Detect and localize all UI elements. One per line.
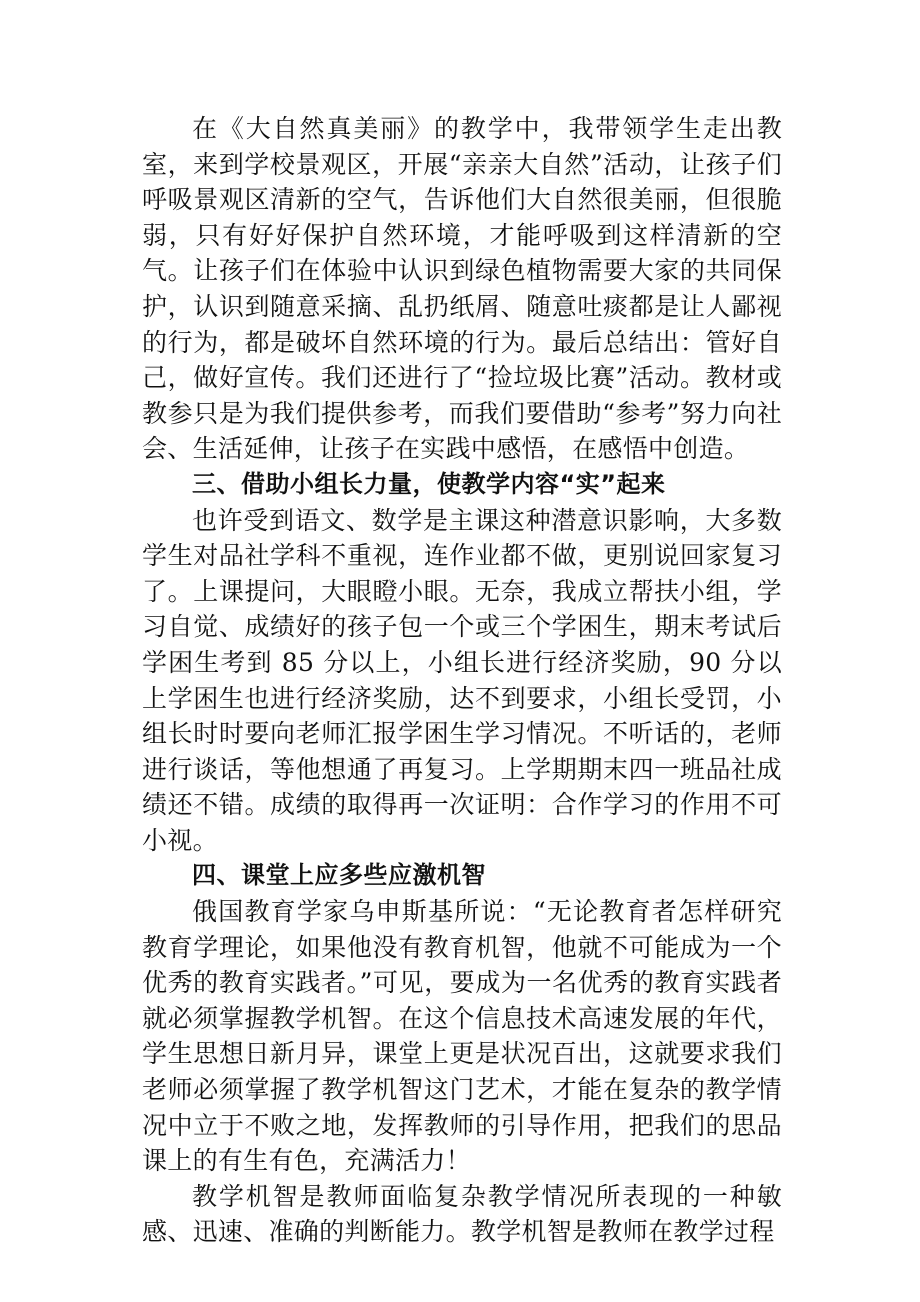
paragraph-teaching-tact: 俄国教育学家乌申斯基所说：“无论教育者怎样研究教育学理论，如果他没有教育机智，他就不可能成为一个优秀的教育实践者。”可见，要成为一名优秀的教育实践者就必须掌握教学机智。在这个信息技术高速发展的年代，学生思想日新月异，课堂上更是状况百出，这就要求我们老师必须掌握了教学机智这门艺术，才能在复杂的教学情况中立于不败之地，发挥教师的引导作用，把我们的思品课上的有生有色，充满活力！: [142, 897, 782, 1176]
paragraph-teaching-tact-definition: 教学机智是教师面临复杂教学情况所表现的一种敏感、迅速、准确的判断能力。教学机智是教师在教学过程: [142, 1181, 782, 1247]
document-page: [142, 111, 782, 1250]
paragraph-nature-activity: 在《大自然真美丽》的教学中，我带领学生走出教室，来到学校景观区，开展“亲亲大自然”活动，让孩子们呼吸景观区清新的空气，告诉他们大自然很美丽，但很脆弱，只有好好保护自然环境，才能呼吸到这样清新的空气。让孩子们在体验中认识到绿色植物需要大家的共同保护，认识到随意采摘、乱扔纸屑、随意吐痰都是让人鄙视的行为，都是破坏自然环境的行为。最后总结出：管好自己，做好宣传。我们还进行了“捡垃圾比赛”活动。教材或教参只是为我们提供参考，而我们要借助“参考”努力向社会、生活延伸，让孩子在实践中感悟，在感悟中创造。: [142, 114, 782, 464]
section-heading-4: 四、课堂上应多些应激机智: [192, 861, 486, 890]
paragraph-group-leaders: 也许受到语文、数学是主课这种潜意识影响，大多数学生对品社学科不重视，连作业都不做，更别说回家复习了。上课提问，大眼瞪小眼。无奈，我成立帮扶小组，学习自觉、成绩好的孩子包一个或三个学困生，期末考试后学困生考到 85 分以上，小组长进行经济奖励，90 分以上学困生也进行经济奖励，达不到要求，小组长受罚，小组长时时要向老师汇报学困生学习情况。不听话的，老师进行谈话，等他想通了再复习。上学期期末四一班品社成绩还不错。成绩的取得再一次证明：合作学习的作用不可小视。: [142, 505, 782, 855]
section-heading-3: 三、借助小组长力量，使教学内容“实”起来: [192, 469, 666, 498]
